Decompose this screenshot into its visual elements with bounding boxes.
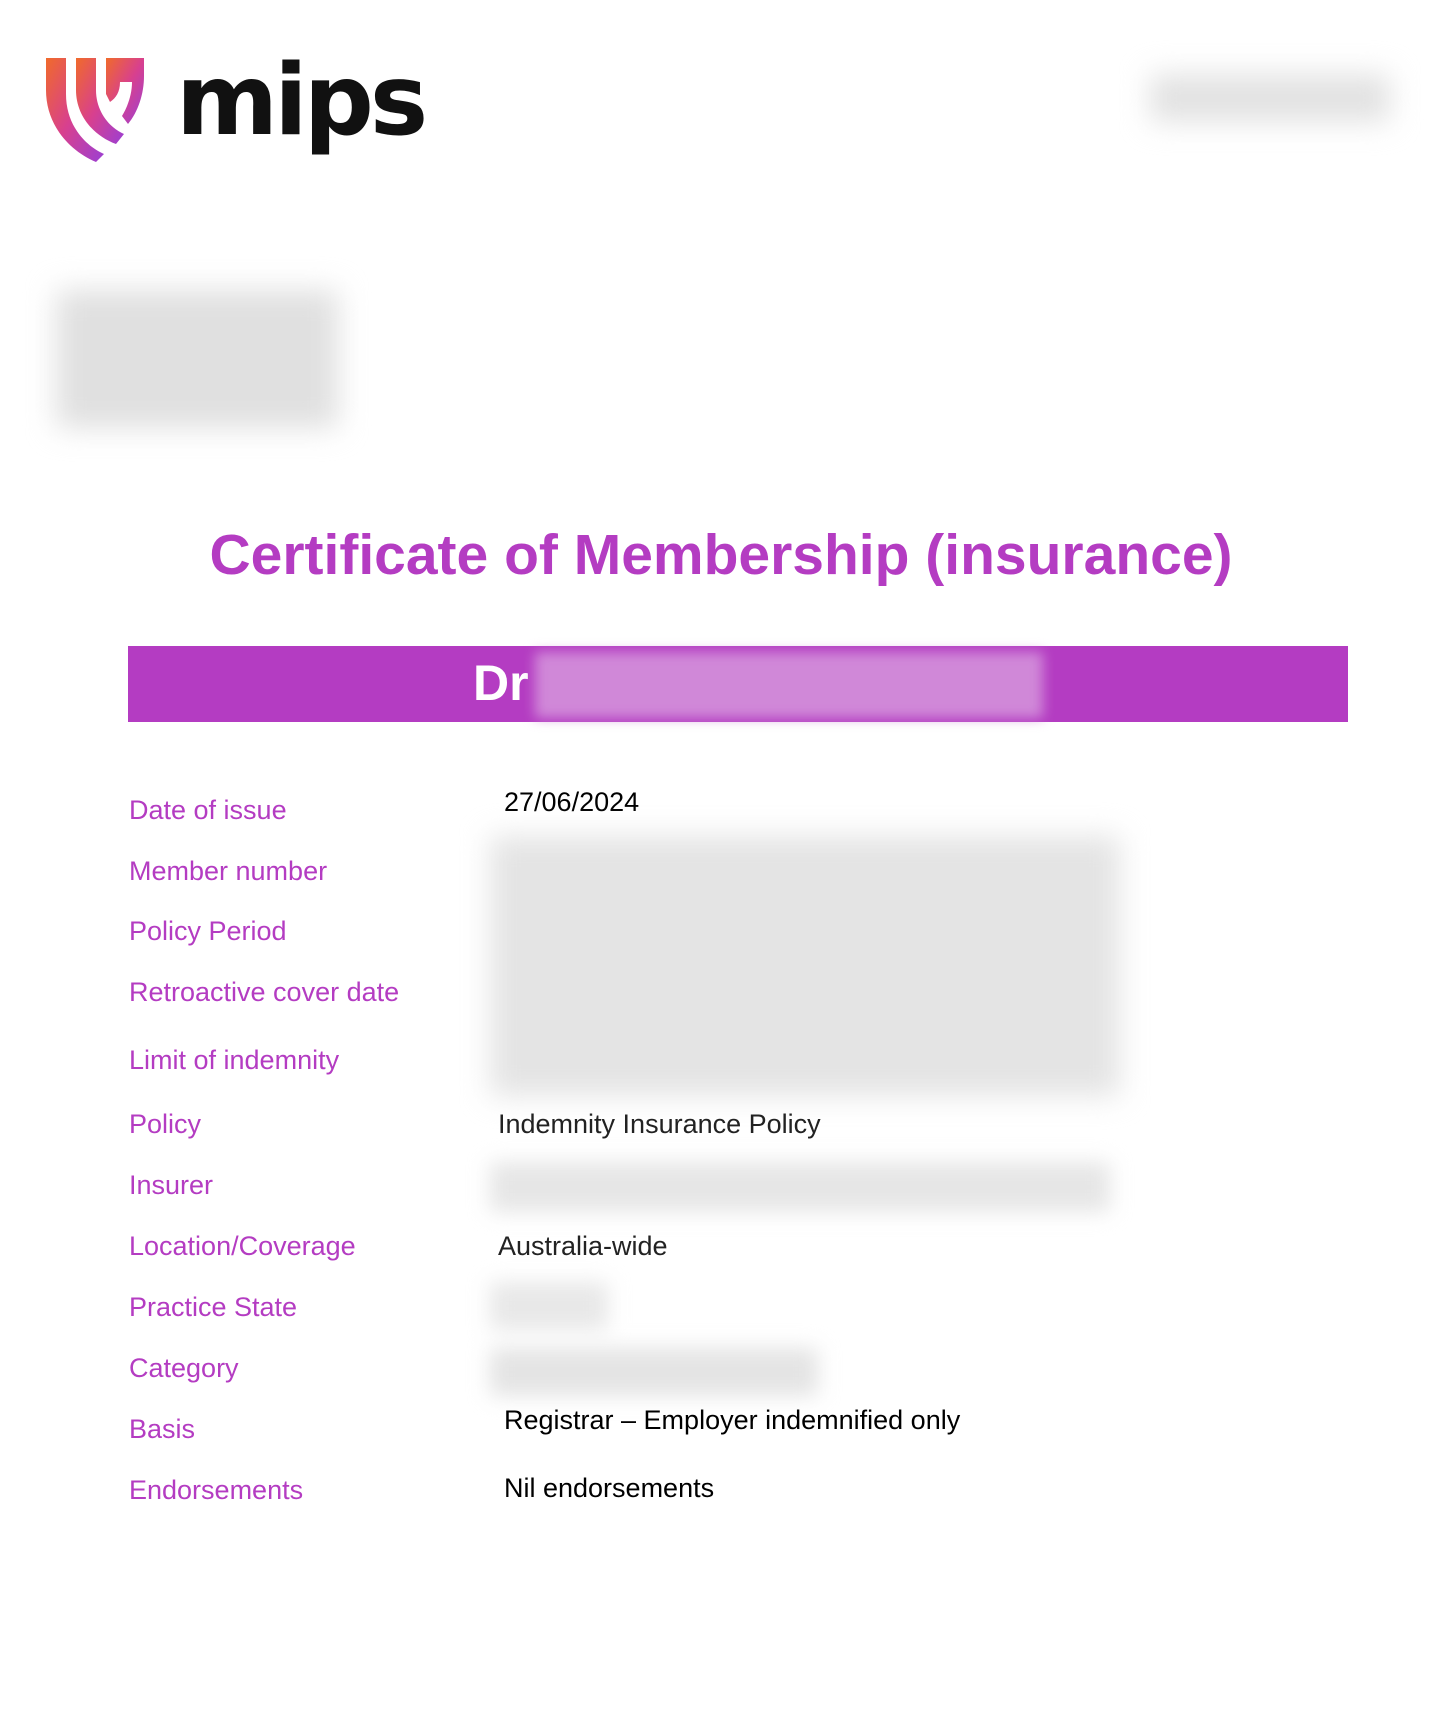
label-practice-state: Practice State — [129, 1292, 298, 1322]
label-retroactive-cover-date: Retroactive cover date — [129, 977, 400, 1007]
redacted-header-info — [1150, 74, 1390, 122]
redacted-member-details — [490, 836, 1120, 1096]
label-basis: Basis — [129, 1414, 196, 1444]
shield-logo-icon — [44, 54, 156, 166]
redacted-insurer — [490, 1162, 1110, 1212]
label-category: Category — [129, 1353, 239, 1383]
member-title-prefix: Dr — [473, 655, 529, 711]
brand-wordmark: mips — [176, 44, 425, 158]
redacted-category — [490, 1348, 818, 1396]
label-endorsements: Endorsements — [129, 1475, 304, 1505]
mips-logo — [44, 44, 425, 172]
redacted-member-name — [535, 652, 1043, 718]
label-limit-of-indemnity: Limit of indemnity — [129, 1045, 340, 1075]
value-basis: Registrar – Employer indemnified only — [504, 1405, 961, 1435]
redacted-address-block — [56, 290, 338, 428]
label-date-of-issue: Date of issue — [129, 795, 287, 825]
value-location-coverage: Australia-wide — [498, 1231, 668, 1261]
page-title: Certificate of Membership (insurance) — [209, 523, 1233, 587]
redacted-practice-state — [490, 1282, 608, 1330]
label-policy: Policy — [129, 1109, 202, 1139]
value-policy: Indemnity Insurance Policy — [498, 1109, 821, 1139]
label-location-coverage: Location/Coverage — [129, 1231, 356, 1261]
label-member-number: Member number — [129, 856, 328, 886]
member-name-banner — [128, 646, 1348, 722]
label-policy-period: Policy Period — [129, 916, 287, 946]
value-date-of-issue: 27/06/2024 — [504, 787, 640, 817]
label-insurer: Insurer — [129, 1170, 214, 1200]
value-endorsements: Nil endorsements — [504, 1473, 715, 1503]
